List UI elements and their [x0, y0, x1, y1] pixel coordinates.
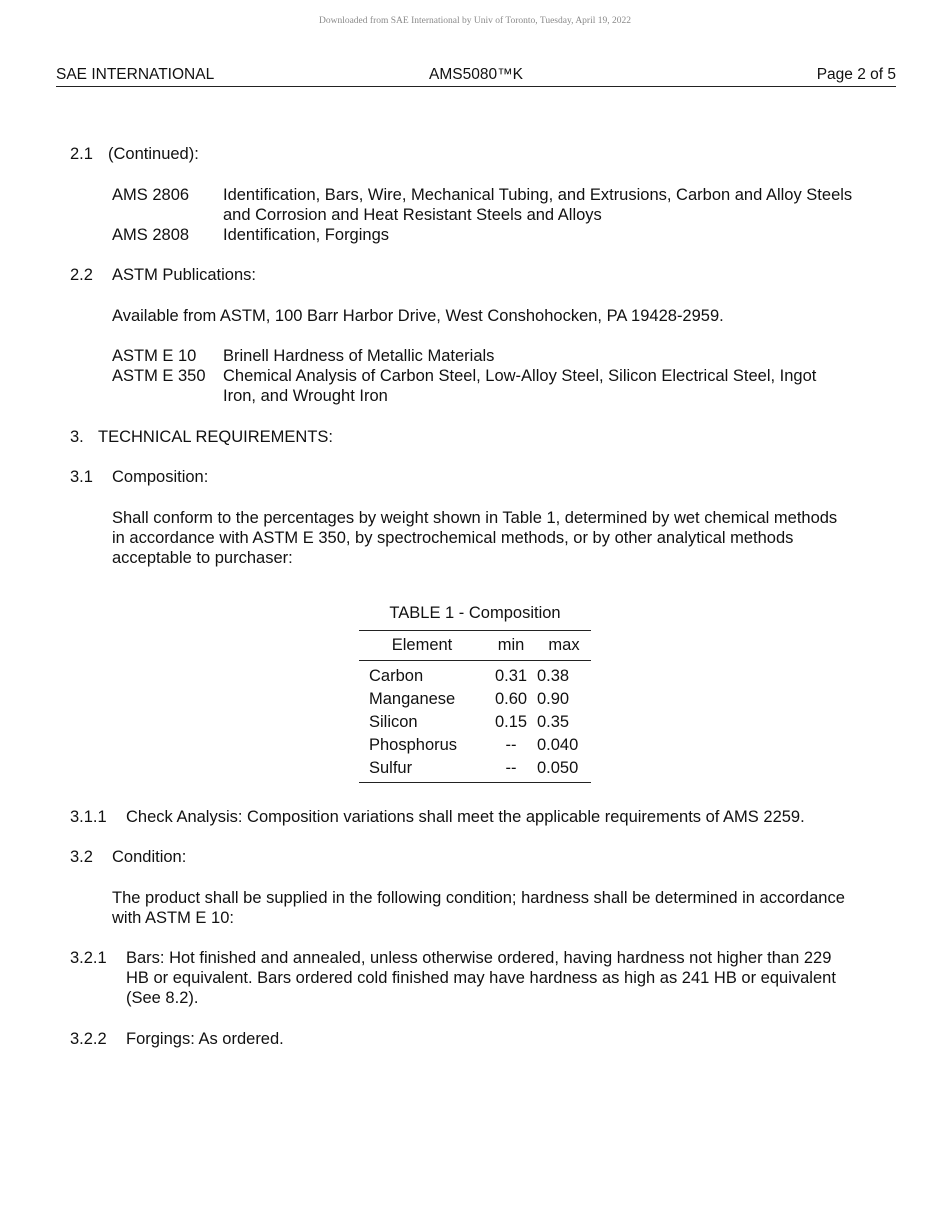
table-header-row: [359, 631, 591, 661]
max-cell: 0.90: [537, 690, 570, 708]
max-cell: 0.38: [537, 667, 570, 685]
bars-text-line: HB or equivalent. Bars ordered cold finished may have hardness as high as 241 HB or equivalent: [126, 969, 836, 987]
max-cell: 0.35: [537, 713, 570, 731]
min-cell: --: [505, 759, 517, 777]
ref-title-cont: Iron, and Wrought Iron: [223, 387, 388, 405]
composition-text-line: Shall conform to the percentages by weight shown in Table 1, determined by wet chemical methods: [112, 509, 838, 527]
section-3-2-2-number: 3.2.2: [70, 1030, 107, 1048]
astm-address: Available from ASTM, 100 Barr Harbor Drive, West Conshohocken, PA 19428-2959.: [112, 307, 724, 325]
element-cell: Sulfur: [369, 759, 413, 777]
section-2-2-title: ASTM Publications:: [112, 266, 256, 284]
download-watermark: Downloaded from SAE International by Univ of Toronto, Tuesday, April 19, 2022: [318, 16, 631, 26]
column-header-max: max: [537, 631, 591, 661]
element-cell: Silicon: [369, 713, 418, 731]
page-header: [56, 66, 896, 87]
condition-text-line: The product shall be supplied in the following condition; hardness shall be determined in accordance: [112, 889, 845, 907]
section-3-2-1-number: 3.2.1: [70, 949, 107, 967]
header-page-number: Page 2 of 5: [816, 66, 896, 83]
ref-title: Brinell Hardness of Metallic Materials: [223, 347, 495, 365]
min-cell: 0.15: [494, 713, 528, 731]
header-doc-number: AMS5080™K: [429, 66, 523, 83]
table-row: [359, 711, 591, 734]
table-row: [359, 734, 591, 757]
ref-title: Identification, Forgings: [223, 226, 390, 244]
section-3-number: 3.: [70, 428, 84, 446]
ref-title: Identification, Bars, Wire, Mechanical Tubing, and Extrusions, Carbon and Alloy Steels: [223, 186, 853, 204]
section-3-2-title: Condition:: [112, 848, 187, 866]
element-cell: Carbon: [369, 667, 424, 685]
ref-code: AMS 2806: [112, 186, 190, 204]
element-cell: Manganese: [369, 690, 456, 708]
column-header-element: Element: [359, 631, 485, 661]
min-cell: 0.31: [494, 667, 528, 685]
section-2-1-number: 2.1: [70, 145, 93, 163]
max-cell: 0.040: [537, 736, 579, 754]
section-3-1-number: 3.1: [70, 468, 93, 486]
condition-text-line: with ASTM E 10:: [112, 909, 234, 927]
bars-text-line: Bars: Hot finished and annealed, unless otherwise ordered, having hardness not higher than 229: [126, 949, 832, 967]
section-3-1-1-number: 3.1.1: [70, 808, 107, 826]
element-cell: Phosphorus: [369, 736, 458, 754]
table-row: [359, 757, 591, 783]
forgings-text: Forgings: As ordered.: [126, 1030, 284, 1048]
table-row: [359, 688, 591, 711]
section-2-1-title: (Continued):: [108, 145, 199, 163]
table-1-title: TABLE 1 - Composition: [389, 604, 561, 622]
composition-text-line: in accordance with ASTM E 350, by spectrochemical methods, or by other analytical methods: [112, 529, 794, 547]
header-org: SAE INTERNATIONAL: [56, 66, 215, 83]
composition-table: [359, 630, 591, 783]
column-header-min: min: [485, 631, 537, 661]
ref-code: ASTM E 350: [112, 367, 206, 385]
section-3-1-title: Composition:: [112, 468, 209, 486]
ref-code: AMS 2808: [112, 226, 190, 244]
bars-text-line: (See 8.2).: [126, 989, 199, 1007]
ref-title-cont: and Corrosion and Heat Resistant Steels and Alloys: [223, 206, 602, 224]
section-3-title: TECHNICAL REQUIREMENTS:: [98, 428, 333, 446]
min-cell: 0.60: [494, 690, 528, 708]
max-cell: 0.050: [537, 759, 579, 777]
check-analysis-text: Check Analysis: Composition variations shall meet the applicable requirements of AMS 2259.: [126, 808, 805, 826]
ref-code: ASTM E 10: [112, 347, 197, 365]
composition-text-line: acceptable to purchaser:: [112, 549, 293, 567]
section-3-2-number: 3.2: [70, 848, 93, 866]
table-row: [359, 661, 591, 689]
ref-title: Chemical Analysis of Carbon Steel, Low-Alloy Steel, Silicon Electrical Steel, Ingot: [223, 367, 817, 385]
min-cell: --: [505, 736, 517, 754]
section-2-2-number: 2.2: [70, 266, 93, 284]
